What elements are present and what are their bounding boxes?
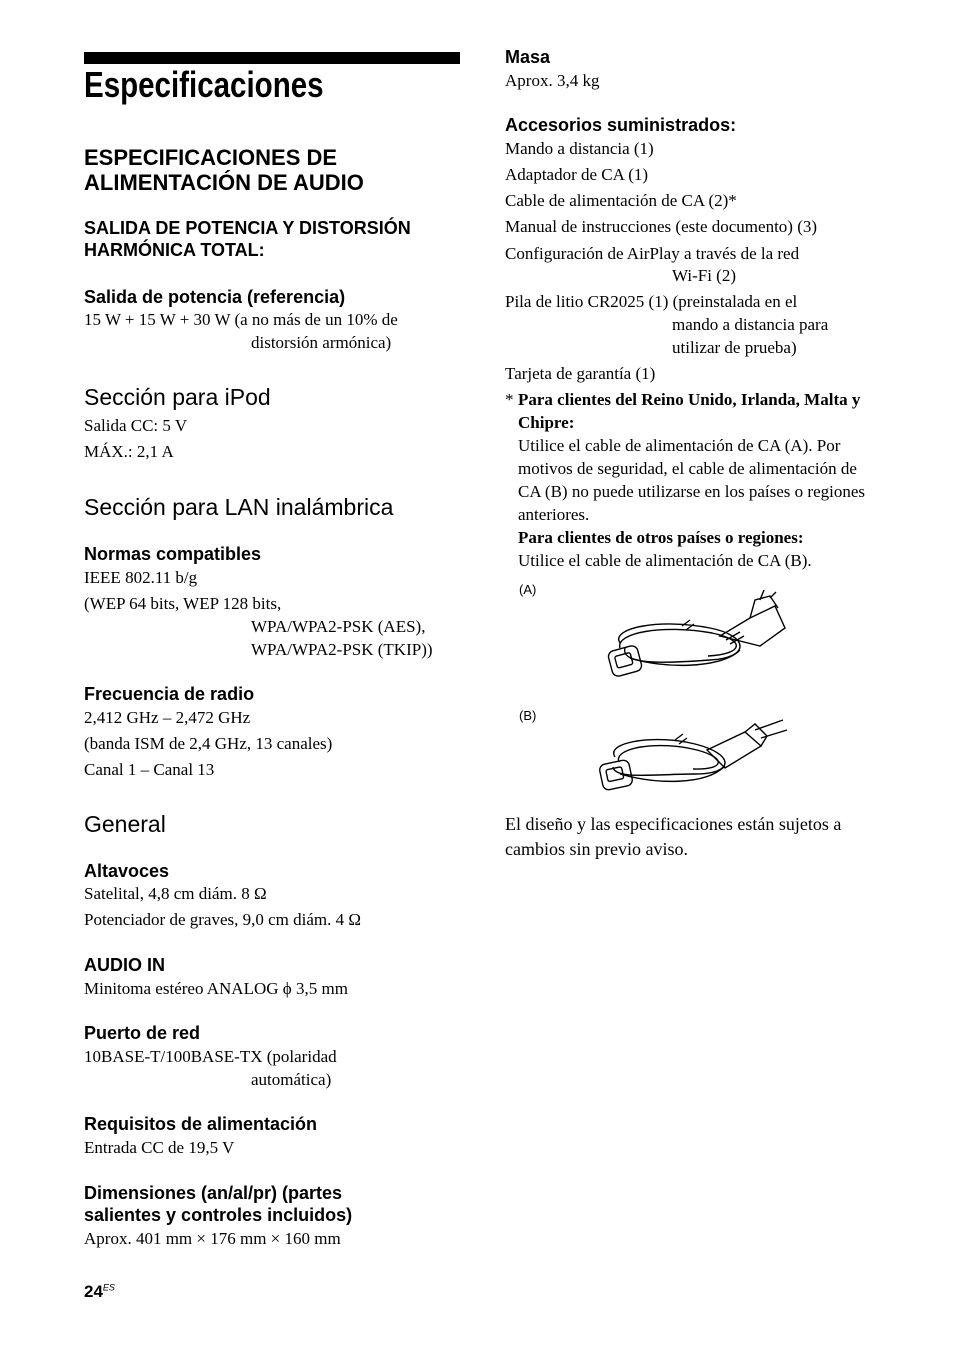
general-heading: General (84, 811, 166, 837)
acc-item-7: Tarjeta de garantía (1) (505, 364, 656, 383)
normas-line2: (WEP 64 bits, WEP 128 bits, (84, 594, 282, 613)
disclaimer: El diseño y las especificaciones están sujetos a cambios sin previo aviso. (505, 814, 842, 859)
ipod-heading: Sección para iPod (84, 384, 271, 410)
page-number-value: 24 (84, 1282, 103, 1301)
page-title: Especificaciones (84, 64, 324, 105)
power-label: Salida de potencia (referencia) (84, 287, 346, 307)
acc-item-6a: Pila de litio CR2025 (1) (preinstalada en el (505, 292, 798, 311)
normas-line1: IEEE 802.11 b/g (84, 568, 198, 587)
normas-line3: WPA/WPA2-PSK (AES), (251, 617, 426, 636)
audio-heading: ESPECIFICACIONES DE ALIMENTACIÓN DE AUDIO (84, 145, 364, 195)
power-cord-a-illustration (600, 588, 795, 688)
masa-label: Masa (505, 47, 551, 67)
red-label: Puerto de red (84, 1023, 201, 1043)
acc-item-1: Mando a distancia (1) (505, 139, 654, 158)
acc-item-6b: mando a distancia para (672, 315, 829, 334)
power-line2: distorsión armónica) (251, 333, 392, 352)
freq-line3: Canal 1 – Canal 13 (84, 760, 215, 779)
page-lang: ES (102, 1282, 115, 1293)
acc-item-3: Cable de alimentación de CA (2)* (505, 191, 737, 210)
red-line1: 10BASE-T/100BASE-TX (polaridad (84, 1047, 337, 1066)
acc-item-6c: utilizar de prueba) (672, 338, 797, 357)
note-text-uk: Utilice el cable de alimentación de CA (A). Por motivos de seguridad, el cable de alimentación de CA (B) no puede utilizarse en los países o regiones anteriores. (518, 436, 866, 524)
note-asterisk: * (505, 390, 514, 409)
red-line2: automática) (251, 1070, 332, 1089)
altavoces-line2: Potenciador de graves, 9,0 cm diám. 4 Ω (84, 910, 362, 929)
ipod-line1: Salida CC: 5 V (84, 416, 188, 435)
lan-heading: Sección para LAN inalámbrica (84, 494, 394, 520)
acc-item-5a: Configuración de AirPlay a través de la red (505, 244, 800, 263)
masa-line1: Aprox. 3,4 kg (505, 71, 600, 90)
figure-b-label: (B) (519, 708, 537, 723)
req-line1: Entrada CC de 19,5 V (84, 1138, 235, 1157)
acc-item-2: Adaptador de CA (1) (505, 165, 649, 184)
note-text-other: Utilice el cable de alimentación de CA (B). (518, 551, 812, 570)
note-block (518, 388, 883, 572)
note-heading-other: Para clientes de otros países o regiones: (518, 528, 804, 547)
audioin-line1: Minitoma estéreo ANALOG ϕ 3,5 mm (84, 979, 348, 998)
power-line1: 15 W + 15 W + 30 W (a no más de un 10% de (84, 310, 398, 329)
title-rule (84, 52, 460, 64)
output-heading: SALIDA DE POTENCIA Y DISTORSIÓN HARMÓNICA TOTAL: (84, 218, 411, 260)
figure-a-label: (A) (519, 582, 537, 597)
freq-line1: 2,412 GHz – 2,472 GHz (84, 708, 251, 727)
altavoces-line1: Satelital, 4,8 cm diám. 8 Ω (84, 884, 267, 903)
ipod-line2: MÁX.: 2,1 A (84, 442, 174, 461)
acc-label: Accesorios suministrados: (505, 115, 737, 135)
dim-label: Dimensiones (an/al/pr) (partes salientes y controles incluidos) (84, 1183, 353, 1225)
dim-line1: Aprox. 401 mm × 176 mm × 160 mm (84, 1229, 341, 1248)
power-cord-b-illustration (595, 712, 795, 797)
normas-label: Normas compatibles (84, 544, 262, 564)
normas-line4: WPA/WPA2-PSK (TKIP)) (251, 640, 433, 659)
audioin-label: AUDIO IN (84, 955, 165, 975)
altavoces-label: Altavoces (84, 861, 170, 881)
note-heading-uk: Para clientes del Reino Unido, Irlanda, Malta y Chipre: (518, 390, 861, 432)
freq-label: Frecuencia de radio (84, 684, 255, 704)
acc-item-4: Manual de instrucciones (este documento) (3) (505, 217, 818, 236)
freq-line2: (banda ISM de 2,4 GHz, 13 canales) (84, 734, 333, 753)
acc-item-5b: Wi-Fi (2) (672, 266, 736, 285)
page-number (84, 1282, 115, 1302)
req-label: Requisitos de alimentación (84, 1114, 318, 1134)
